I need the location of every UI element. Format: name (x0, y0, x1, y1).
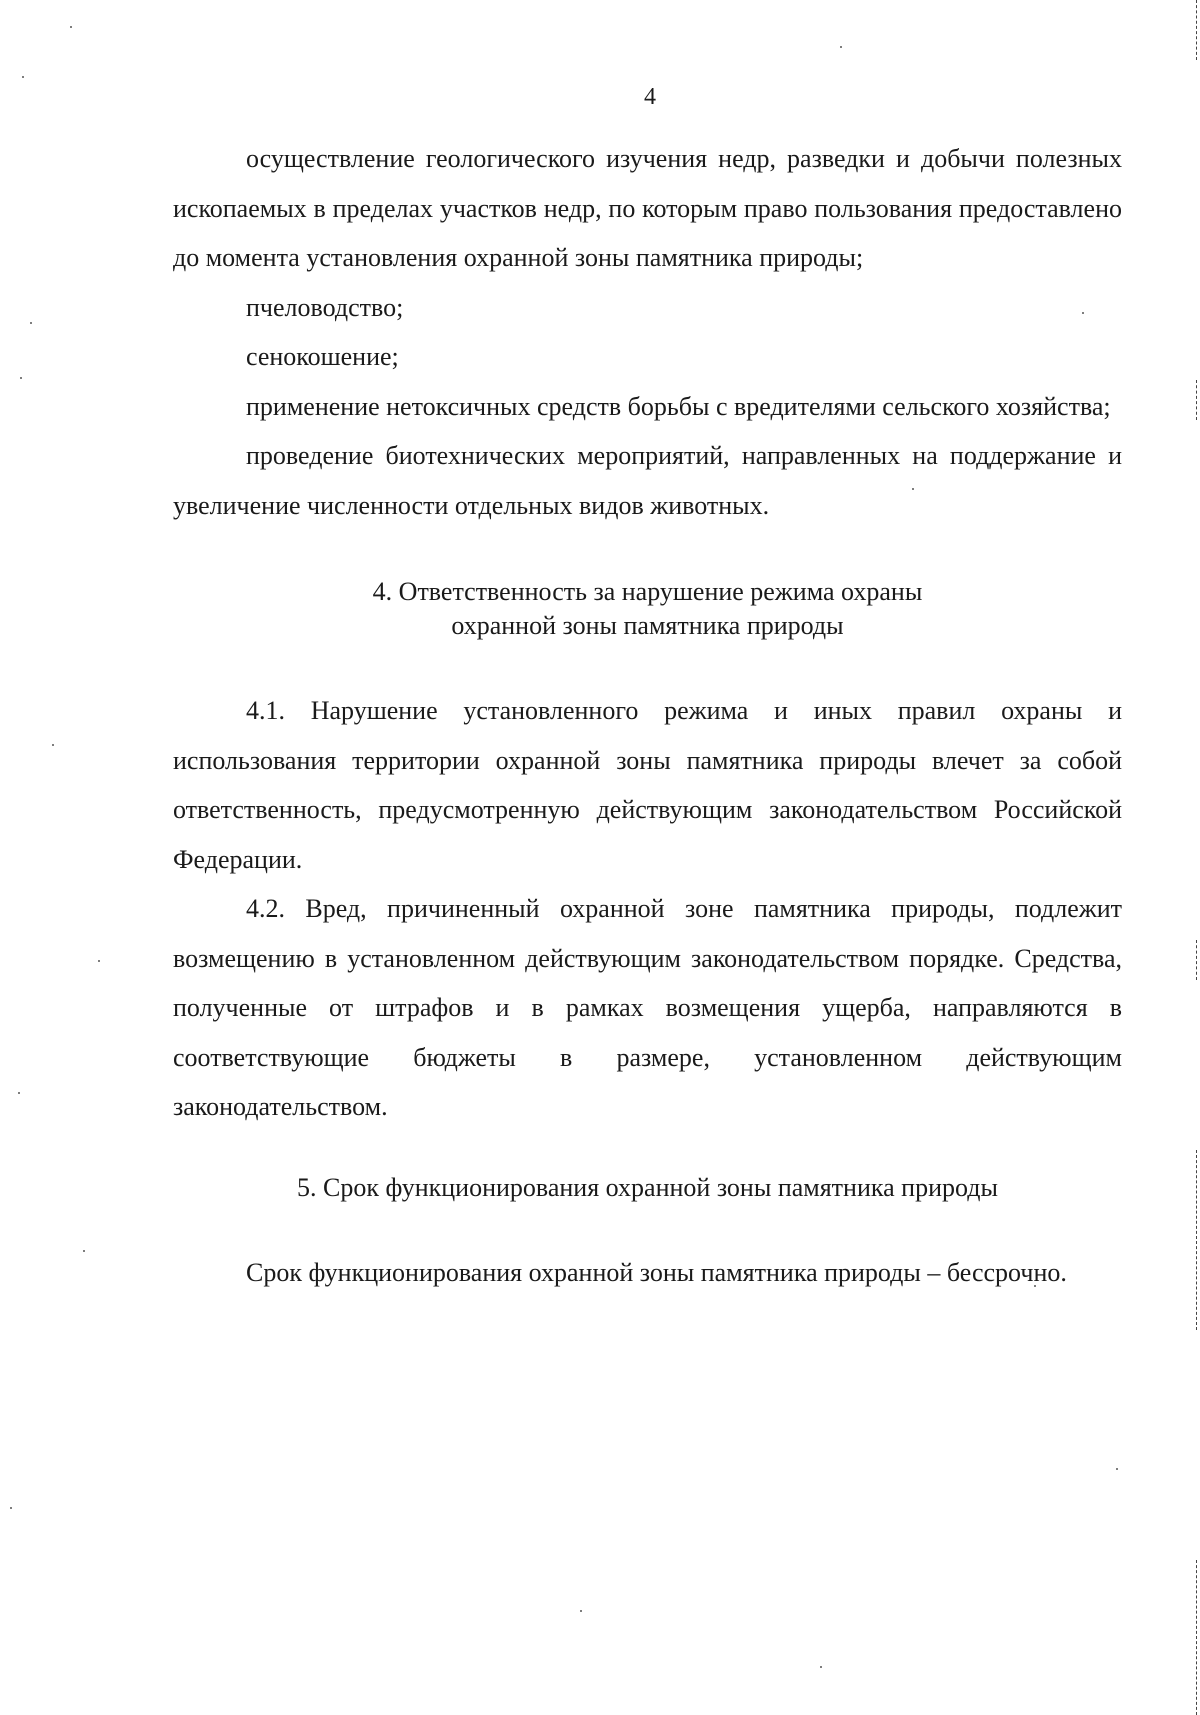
section-5-heading-text: 5. Срок функционирования охранной зоны памятника природы (297, 1172, 998, 1202)
section-5-heading (173, 1171, 1122, 1205)
scan-edge-mark (1196, 1150, 1198, 1330)
scan-speck (820, 1666, 822, 1668)
paragraph-5-term: Срок функционирования охранной зоны памятника природы – бессрочно. (246, 1257, 1067, 1287)
scan-speck (10, 1507, 12, 1509)
paragraph-biotechnical-measures: проведение биотехнических мероприятий, направленных на поддержание и увеличение численности отдельных видов животных. (173, 441, 1122, 520)
scan-speck (98, 960, 100, 962)
paragraph-haymaking: сенокошение; (246, 342, 399, 371)
paragraph-geological-study: осуществление геологического изучения недр, разведки и добычи полезных ископаемых в пределах участков недр, по которым право пользования предоставлено до момента установления охранной зоны памятника природы; (173, 144, 1122, 272)
scan-speck (22, 76, 24, 78)
scan-edge-mark (1196, 1560, 1198, 1715)
scan-speck (840, 46, 842, 48)
page-number: 4 (644, 84, 656, 110)
scan-edge-mark (1196, 940, 1198, 980)
scan-speck (20, 377, 22, 379)
scan-edge-mark (1196, 0, 1198, 60)
scan-speck (52, 744, 54, 746)
scan-speck (30, 322, 32, 324)
section-4-heading-line2: охранной зоны памятника природы (451, 611, 844, 640)
document-body (173, 134, 1122, 1297)
section-4-heading-line1: 4. Ответственность за нарушение режима охраны (372, 577, 923, 606)
scan-speck (83, 1250, 85, 1252)
scan-speck (70, 26, 72, 28)
paragraph-4-2: 4.2. Вред, причиненный охранной зоне памятника природы, подлежит возмещению в установленном действующим законодательством порядке. Средства, полученные от штрафов и в рамках возмещения ущерба, направляются в соответствующие бюджеты в размере, установленном действующим законодательством. (173, 894, 1122, 1121)
scan-speck (580, 1610, 582, 1612)
paragraph-pest-control: применение нетоксичных средств борьбы с вредителями сельского хозяйства; (246, 391, 1111, 421)
section-4-heading (173, 575, 1122, 643)
scan-speck (1116, 1468, 1118, 1470)
paragraph-beekeeping: пчеловодство; (246, 292, 404, 322)
scan-edge-mark (1196, 380, 1198, 420)
scan-speck (18, 1092, 20, 1094)
paragraph-4-1: 4.1. Нарушение установленного режима и иных правил охраны и использования территории охранной зоны памятника природы влечет за собой ответственность, предусмотренную действующим законодательством Российской Федерации. (173, 696, 1122, 874)
